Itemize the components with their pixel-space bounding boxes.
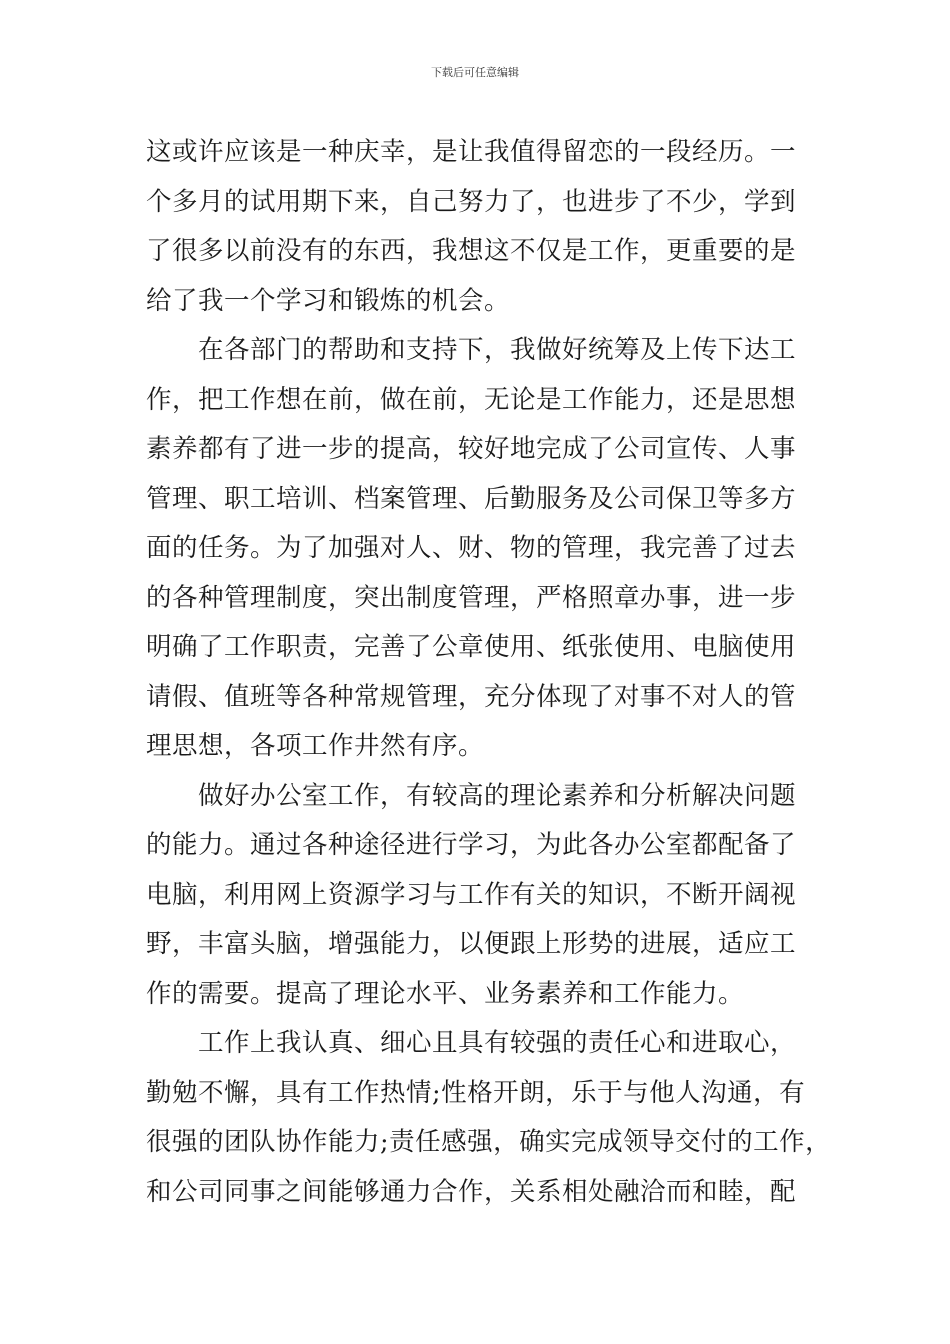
paragraph-4-line-2: 勤勉不懈，具有工作热情;性格开朗，乐于与他人沟通，有: [146, 1077, 806, 1108]
paragraph-2-line-7: 明确了工作职责，完善了公章使用、纸张使用、电脑使用: [146, 632, 797, 662]
paragraph-3-line-1: 做好办公室工作，有较高的理论素养和分析解决问题: [198, 780, 797, 811]
document-body: [146, 128, 832, 1217]
paragraph-3-line-2: 的能力。通过各种途径进行学习，为此各办公室都配备了: [146, 830, 797, 860]
paragraph-2-line-1: 在各部门的帮助和支持下，我做好统筹及上传下达工: [198, 335, 797, 365]
paragraph-3-line-5: 作的需要。提高了理论水平、业务素养和工作能力。: [146, 978, 745, 1009]
paragraph-2-line-3: 素养都有了进一步的提高，较好地完成了公司宣传、人事: [146, 434, 797, 464]
paragraph-2-line-4: 管理、职工培训、档案管理、后勤服务及公司保卫等多方: [146, 483, 797, 514]
paragraph-4-line-3: 很强的团队协作能力;责任感强，确实完成领导交付的工作，: [146, 1127, 832, 1157]
paragraph-1-line-3: 了很多以前没有的东西，我想这不仅是工作，更重要的是: [146, 236, 797, 266]
page-header: 下载后可任意编辑: [431, 66, 519, 79]
paragraph-1-line-1: 这或许应该是一种庆幸，是让我值得留恋的一段经历。一: [146, 137, 797, 167]
paragraph-3-line-3: 电脑，利用网上资源学习与工作有关的知识，不断开阔视: [146, 879, 797, 910]
paragraph-2-line-2: 作，把工作想在前，做在前，无论是工作能力，还是思想: [146, 384, 797, 415]
paragraph-4-line-1: 工作上我认真、细心且具有较强的责任心和进取心，: [198, 1028, 797, 1058]
paragraph-4-line-4: 和公司同事之间能够通力合作，关系相处融洽而和睦，配: [146, 1176, 797, 1207]
paragraph-2-line-5: 面的任务。为了加强对人、财、物的管理，我完善了过去: [146, 533, 797, 563]
paragraph-2-line-8: 请假、值班等各种常规管理，充分体现了对事不对人的管: [146, 681, 797, 712]
paragraph-2-line-9: 理思想，各项工作井然有序。: [146, 731, 485, 761]
paragraph-3-line-4: 野，丰富头脑，增强能力，以便跟上形势的进展，适应工: [146, 929, 797, 959]
paragraph-1-line-4: 给了我一个学习和锻炼的机会。: [146, 285, 511, 316]
paragraph-2-line-6: 的各种管理制度，突出制度管理，严格照章办事，进一步: [146, 582, 797, 613]
paragraph-1-line-2: 个多月的试用期下来，自己努力了，也进步了不少，学到: [146, 186, 797, 217]
